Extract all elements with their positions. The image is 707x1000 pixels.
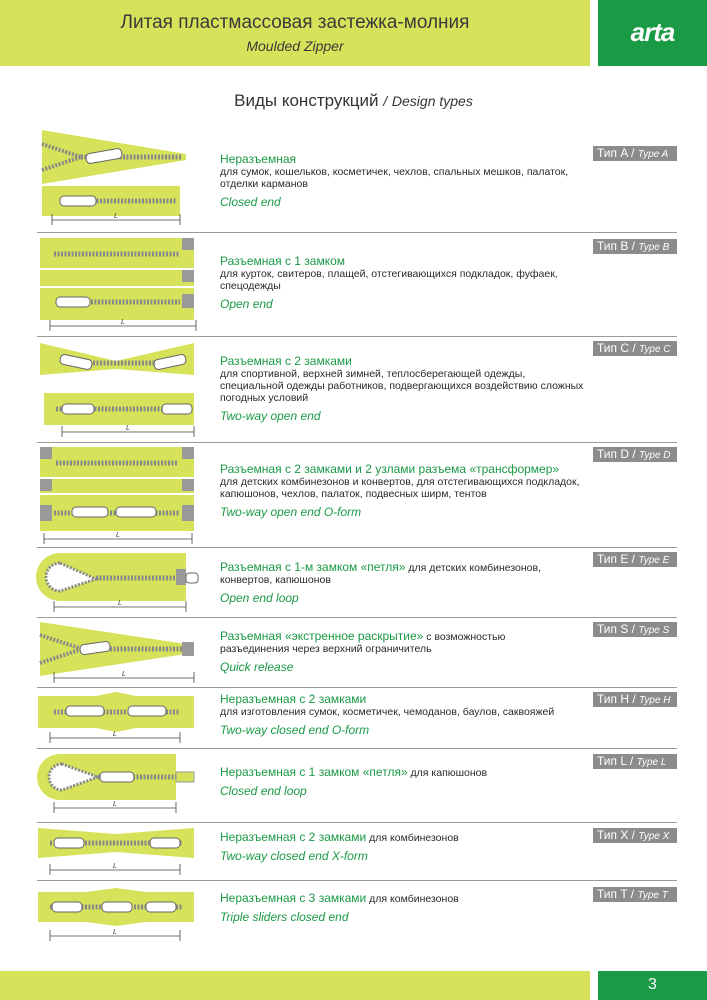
- entry-description: для детских комбинезонов и конвертов, для отстегивающихся подкладок, капюшонов, чехлов, палаток, подвесных ширм, тентов: [220, 476, 580, 500]
- type-tag-en: Type C: [639, 344, 671, 355]
- entry-description: для сумок, кошельков, косметичек, чехлов, спальных мешков, палаток, отделки карманов: [220, 166, 569, 190]
- entry-description: конвертов, капюшонов: [220, 574, 331, 586]
- type-tag-en: Type H: [639, 695, 671, 706]
- page-number-box: [598, 971, 707, 1000]
- entry-title-extra: для комбинезонов: [366, 832, 459, 844]
- entry-text-type-b: [220, 255, 590, 310]
- type-tag-ru: Тип A /: [597, 146, 635, 160]
- entry-english: Quick release: [220, 660, 294, 674]
- entry-title-extra: для капюшонов: [407, 767, 488, 779]
- entry-description: для спортивной, верхней зимней, теплосберегающей одежды, специальной одежды работников, подвергающихся воздействию сложных погодных условий: [220, 368, 584, 404]
- type-tag-l: [593, 754, 677, 769]
- section-title-ru: Виды конструкций: [234, 91, 379, 110]
- separator: [37, 748, 677, 749]
- entry-title: Неразъемная: [220, 152, 297, 166]
- entry-title-extra: с возможностью: [423, 631, 506, 643]
- entry-english: Two-way open end: [220, 409, 321, 423]
- entry-title: Неразъемная с 2 замками: [220, 830, 367, 844]
- zipper-diagram-type-x: [36, 826, 200, 881]
- entry-english: Two-way closed end O-form: [220, 723, 370, 737]
- dimension-label: L: [118, 600, 122, 607]
- entry-text-type-a: [220, 153, 590, 208]
- separator: [37, 822, 677, 823]
- header-title: Литая пластмассовая застежка-молния: [120, 12, 470, 33]
- entry-text-type-c: [220, 355, 590, 422]
- entry-title: Неразъемная с 2 замками: [220, 692, 367, 706]
- entry-title-extra: для комбинезонов: [366, 893, 459, 905]
- zipper-diagram-type-b: [36, 236, 200, 341]
- type-tag-d: [593, 447, 677, 462]
- entry-text-type-s: [220, 630, 590, 673]
- type-tag-en: Type T: [637, 890, 668, 901]
- dimension-label: L: [122, 671, 126, 678]
- type-tag-s: [593, 622, 677, 637]
- dimension-label: L: [126, 425, 130, 432]
- type-tag-ru: Тип S /: [597, 622, 636, 636]
- zipper-diagram-type-l: [36, 752, 200, 821]
- type-tag-a: [593, 146, 677, 161]
- type-tag-en: Type A: [637, 149, 669, 160]
- type-tag-ru: Тип T /: [597, 887, 635, 901]
- dimension-label: L: [113, 863, 117, 870]
- zipper-diagram-type-s: [36, 620, 200, 689]
- type-tag-ru: Тип B /: [597, 239, 636, 253]
- separator: [37, 547, 677, 548]
- entry-title: Неразъемная с 3 замками: [220, 891, 367, 905]
- entry-title: Разъемная с 1 замком: [220, 254, 346, 268]
- type-tag-e: [593, 552, 677, 567]
- entry-description: разъединения через верхний ограничитель: [220, 643, 432, 655]
- entry-title: Разъемная с 2 замками и 2 узлами разъема «трансформер»: [220, 462, 560, 476]
- entry-english: Open end loop: [220, 591, 299, 605]
- dimension-label: L: [114, 213, 118, 220]
- entry-description: для курток, свитеров, плащей, отстегивающихся подкладок, фуфаек, спецодежды: [220, 268, 558, 292]
- brand-logo: [598, 0, 707, 66]
- type-tag-ru: Тип H /: [597, 692, 636, 706]
- zipper-diagram-type-t: [36, 886, 200, 949]
- type-tag-ru: Тип X /: [597, 828, 636, 842]
- section-title-en: Design types: [391, 93, 473, 109]
- type-tag-ru: Тип D /: [597, 447, 636, 461]
- zipper-diagram-type-h: [36, 690, 200, 753]
- type-tag-b: [593, 239, 677, 254]
- type-tag-en: Type X: [638, 831, 670, 842]
- separator: [37, 880, 677, 881]
- type-tag-t: [593, 887, 677, 902]
- entry-title: Разъемная «экстренное раскрытие»: [220, 629, 424, 643]
- dimension-label: L: [113, 801, 117, 808]
- zipper-diagram-type-e: [36, 551, 200, 620]
- entry-text-type-e: [220, 561, 560, 604]
- entry-text-type-t: [220, 892, 590, 923]
- zipper-diagram-type-a: [36, 126, 200, 233]
- separator: [37, 232, 677, 233]
- brand-logo-text: arta: [630, 17, 675, 47]
- type-tag-en: Type E: [638, 555, 670, 566]
- entry-title: Разъемная с 2 замками: [220, 354, 352, 368]
- entry-title: Неразъемная с 1 замком «петля»: [220, 765, 408, 779]
- type-tag-en: Type S: [638, 625, 670, 636]
- entry-title-extra: для детских комбинезонов,: [405, 562, 542, 574]
- dimension-label: L: [113, 929, 117, 936]
- section-separator: /: [383, 93, 388, 109]
- separator: [37, 687, 677, 688]
- type-tag-x: [593, 828, 677, 843]
- separator: [37, 442, 677, 443]
- zipper-diagram-type-c: [36, 339, 200, 444]
- type-tag-h: [593, 692, 677, 707]
- entry-text-type-x: [220, 831, 590, 862]
- entry-english: Two-way closed end X-form: [220, 849, 368, 863]
- separator: [37, 617, 677, 618]
- entry-text-type-d: [220, 463, 600, 518]
- footer-band: [0, 971, 590, 1000]
- dimension-label: L: [116, 532, 120, 539]
- page-number: 3: [648, 976, 657, 993]
- type-tag-ru: Тип C /: [597, 341, 636, 355]
- header-subtitle: Moulded Zipper: [246, 38, 344, 54]
- dimension-label: L: [113, 731, 117, 738]
- entry-english: Closed end: [220, 195, 281, 209]
- type-tag-ru: Тип L /: [597, 754, 634, 768]
- entry-english: Triple sliders closed end: [220, 910, 349, 924]
- type-tag-en: Type L: [636, 757, 667, 768]
- entry-english: Two-way open end O-form: [220, 505, 362, 519]
- entry-description: для изготовления сумок, косметичек, чемоданов, баулов, саквояжей: [220, 706, 555, 718]
- zipper-diagram-type-d: [36, 445, 200, 550]
- entry-text-type-h: [220, 693, 590, 736]
- entry-english: Open end: [220, 297, 273, 311]
- separator: [37, 336, 677, 337]
- type-tag-c: [593, 341, 677, 356]
- dimension-label: L: [121, 319, 125, 326]
- entry-text-type-l: [220, 766, 590, 797]
- type-tag-en: Type B: [638, 242, 670, 253]
- entry-title: Разъемная с 1-м замком «петля»: [220, 560, 406, 574]
- type-tag-ru: Тип E /: [597, 552, 636, 566]
- section-title: [0, 91, 707, 111]
- type-tag-en: Type D: [639, 450, 671, 461]
- entry-english: Closed end loop: [220, 784, 307, 798]
